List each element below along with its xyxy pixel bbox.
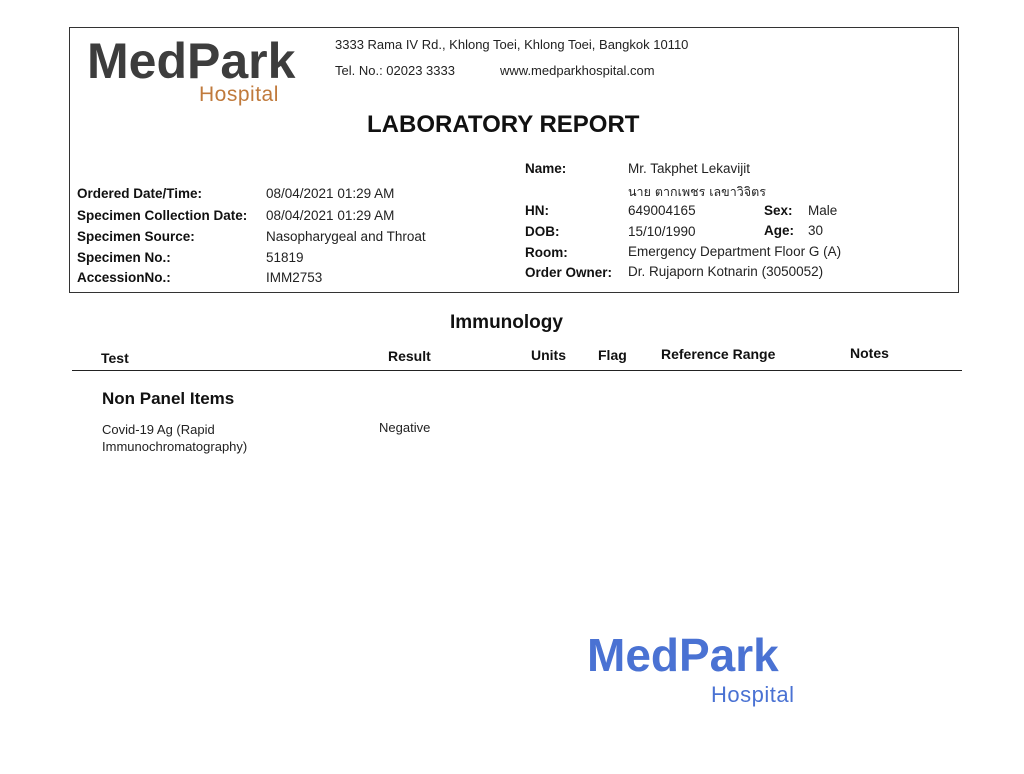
hospital-address: 3333 Rama IV Rd., Khlong Toei, Khlong Toei, Bangkok 10110 (335, 37, 689, 52)
age-value: 30 (808, 223, 824, 238)
collection-date-label: Specimen Collection Date: (77, 208, 248, 223)
patient-name-label: Name: (525, 161, 567, 176)
dob-label: DOB: (525, 224, 560, 239)
report-title: LABORATORY REPORT (367, 111, 640, 138)
dob-value: 15/10/1990 (628, 224, 696, 239)
ordered-date-value: 08/04/2021 01:29 AM (266, 186, 395, 201)
hospital-website: www.medparkhospital.com (500, 63, 655, 78)
column-header-reference-range: Reference Range (661, 346, 776, 362)
specimen-no-label: Specimen No.: (77, 250, 171, 265)
specimen-source-label: Specimen Source: (77, 229, 195, 244)
room-value: Emergency Department Floor G (A) (628, 244, 842, 259)
stamp-logo-main: MedPark (587, 629, 779, 681)
order-owner-value: Dr. Rujaporn Kotnarin (3050052) (628, 264, 824, 279)
column-header-result: Result (388, 348, 431, 364)
patient-name: Mr. Takphet Lekavijit (628, 161, 751, 176)
hospital-tel: Tel. No.: 02023 3333 (335, 63, 455, 78)
patient-name-thai: นาย ตากเพชร เลขาวิจิตร (628, 184, 766, 199)
accession-no-value: IMM2753 (266, 270, 323, 285)
collection-date-value: 08/04/2021 01:29 AM (266, 208, 395, 223)
hospital-logo-sub: Hospital (199, 83, 279, 106)
sex-label: Sex: (764, 203, 793, 218)
table-row-test-name (102, 421, 247, 455)
order-owner-label: Order Owner: (525, 265, 613, 280)
section-title: Immunology (450, 312, 563, 333)
test-name-line1: Covid-19 Ag (Rapid (102, 422, 215, 437)
age-label: Age: (764, 223, 794, 238)
hospital-logo-main: MedPark (87, 33, 296, 89)
column-header-units: Units (531, 347, 566, 363)
stamp-logo-sub: Hospital (711, 682, 795, 707)
ordered-date-label: Ordered Date/Time: (77, 186, 203, 201)
sex-value: Male (808, 203, 838, 218)
column-header-flag: Flag (598, 347, 627, 363)
group-title: Non Panel Items (102, 389, 235, 408)
specimen-no-value: 51819 (266, 250, 304, 265)
hn-label: HN: (525, 203, 549, 218)
room-label: Room: (525, 245, 568, 260)
table-header-rule (72, 370, 962, 371)
column-header-test: Test (101, 350, 129, 366)
hn-value: 649004165 (628, 203, 696, 218)
table-row-result: Negative (379, 420, 431, 435)
accession-no-label: AccessionNo.: (77, 270, 171, 285)
specimen-source-value: Nasopharygeal and Throat (266, 229, 426, 244)
test-name-line2: Immunochromatography) (102, 439, 248, 454)
column-header-notes: Notes (850, 345, 889, 361)
